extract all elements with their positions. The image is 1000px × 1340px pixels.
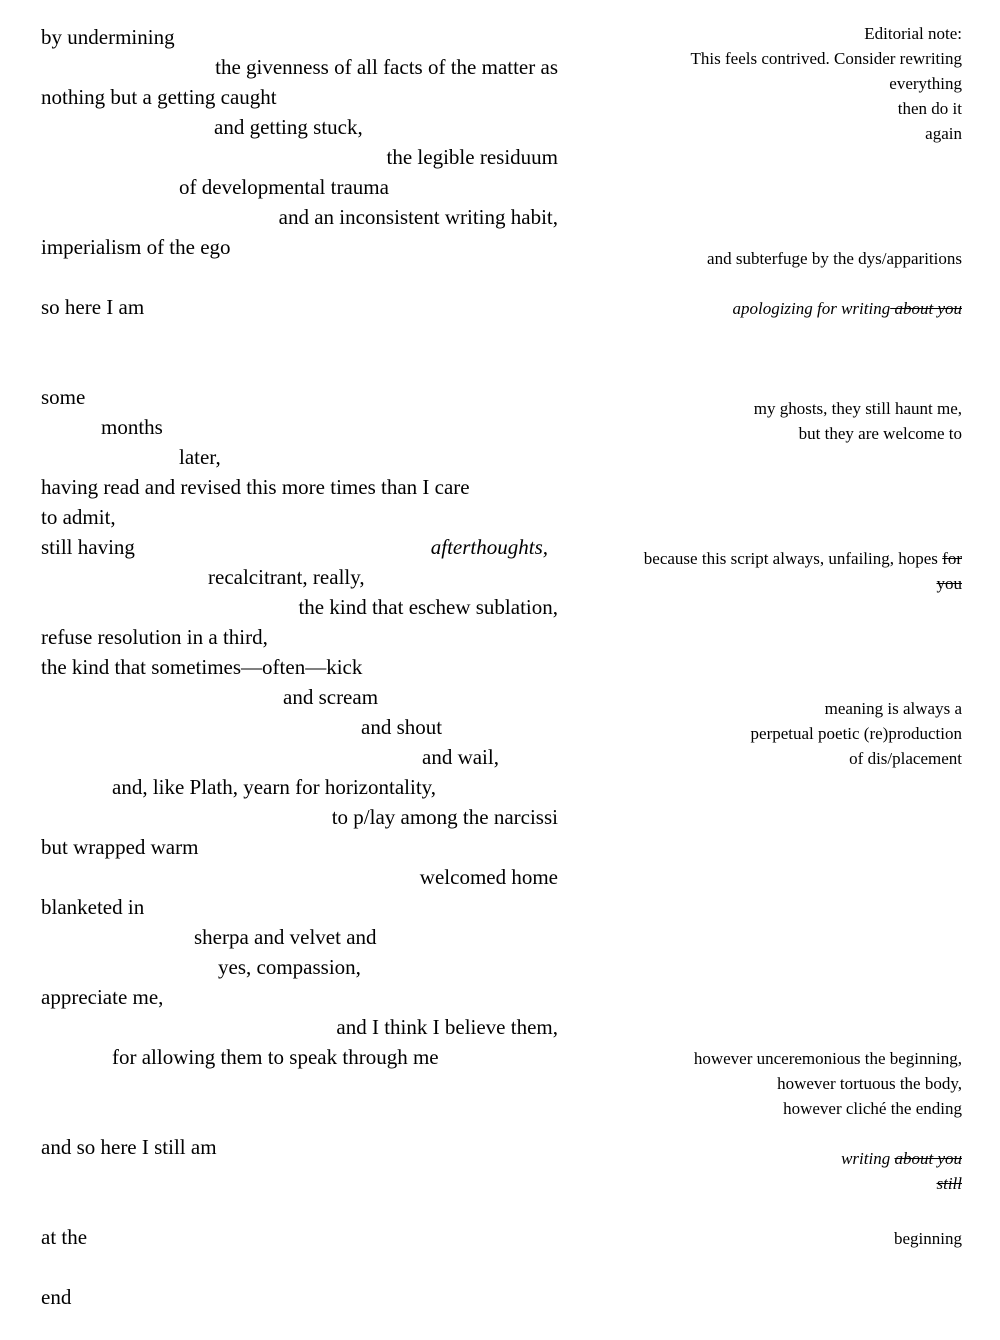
poem-line: having read and revised this more times than I care <box>41 475 470 499</box>
poem-line: and, like Plath, yearn for horizontality, <box>112 775 437 799</box>
note-line: This feels contrived. Consider rewriting <box>690 49 962 68</box>
poem-line: imperialism of the ego <box>41 235 231 259</box>
note-text: because this script always, unfailing, hopes <box>643 549 943 568</box>
editorial-note-heading: Editorial note: <box>864 24 962 43</box>
note-line: but they are welcome to <box>798 424 962 443</box>
note-line-italic <box>841 1148 962 1170</box>
note-line: beginning <box>894 1229 962 1248</box>
note-line: then do it <box>897 99 962 118</box>
poem-line: recalcitrant, really, <box>208 565 365 589</box>
poem-line: and I think I believe them, <box>336 1015 558 1039</box>
poem-line: and an inconsistent writing habit, <box>278 205 558 229</box>
poem-line: but wrapped warm <box>41 835 199 859</box>
poem-line: for allowing them to speak through me <box>112 1045 439 1069</box>
poem-line: refuse resolution in a third, <box>41 625 268 649</box>
poem-line: some <box>41 385 86 409</box>
poem-line: to admit, <box>41 505 116 529</box>
poem-line: and wail, <box>422 745 499 769</box>
poem-line: blanketed in <box>41 895 145 919</box>
poem-line: nothing but a getting caught <box>41 85 277 109</box>
poem-line: months <box>101 415 163 439</box>
poem-line: welcomed home <box>419 865 558 889</box>
note-line: of dis/placement <box>849 749 962 768</box>
poem-line: later, <box>179 445 221 469</box>
poem-line-italic: afterthoughts, <box>430 535 548 559</box>
poem-line: of developmental trauma <box>179 175 389 199</box>
poem-line: the legible residuum <box>386 145 558 169</box>
poem-line: and getting stuck, <box>214 115 363 139</box>
poem-line: by undermining <box>41 25 175 49</box>
struck-text: you <box>936 574 962 593</box>
note-line: meaning is always a <box>824 699 962 718</box>
note-line: my ghosts, they still haunt me, <box>753 399 962 418</box>
poem-line: at the <box>41 1225 88 1249</box>
poem-line: and so here I still am <box>41 1135 217 1159</box>
poem-line: end <box>41 1285 72 1309</box>
struck-text: about you <box>894 1149 962 1168</box>
note-line-italic <box>732 298 962 320</box>
note-line <box>644 548 962 570</box>
note-line: and subterfuge by the dys/apparitions <box>707 249 962 268</box>
note-line: however cliché the ending <box>783 1099 962 1118</box>
struck-text: about you <box>890 299 962 318</box>
note-line: however tortuous the body, <box>777 1074 962 1093</box>
note-line: perpetual poetic (re)production <box>750 724 962 743</box>
poem-line: the kind that eschew sublation, <box>298 595 558 619</box>
poem-line: appreciate me, <box>41 985 164 1009</box>
poem-line: so here I am <box>41 295 145 319</box>
poem-line: to p/lay among the narcissi <box>331 805 558 829</box>
poem-line: yes, compassion, <box>218 955 361 979</box>
note-line: everything <box>889 74 962 93</box>
poem-line: and scream <box>283 685 379 709</box>
poem-line: sherpa and velvet and <box>194 925 377 949</box>
poem-line: and shout <box>361 715 443 739</box>
note-text: apologizing for writing <box>732 299 891 318</box>
note-line: again <box>925 124 962 143</box>
poem-line: the givenness of all facts of the matter as <box>215 55 558 79</box>
poem-line: the kind that sometimes—often—kick <box>41 655 363 679</box>
struck-text: still <box>936 1174 962 1193</box>
poem-line: still having <box>41 535 135 559</box>
note-line: however unceremonious the beginning, <box>693 1049 962 1068</box>
note-text: writing <box>841 1149 895 1168</box>
struck-text: for <box>942 549 962 568</box>
